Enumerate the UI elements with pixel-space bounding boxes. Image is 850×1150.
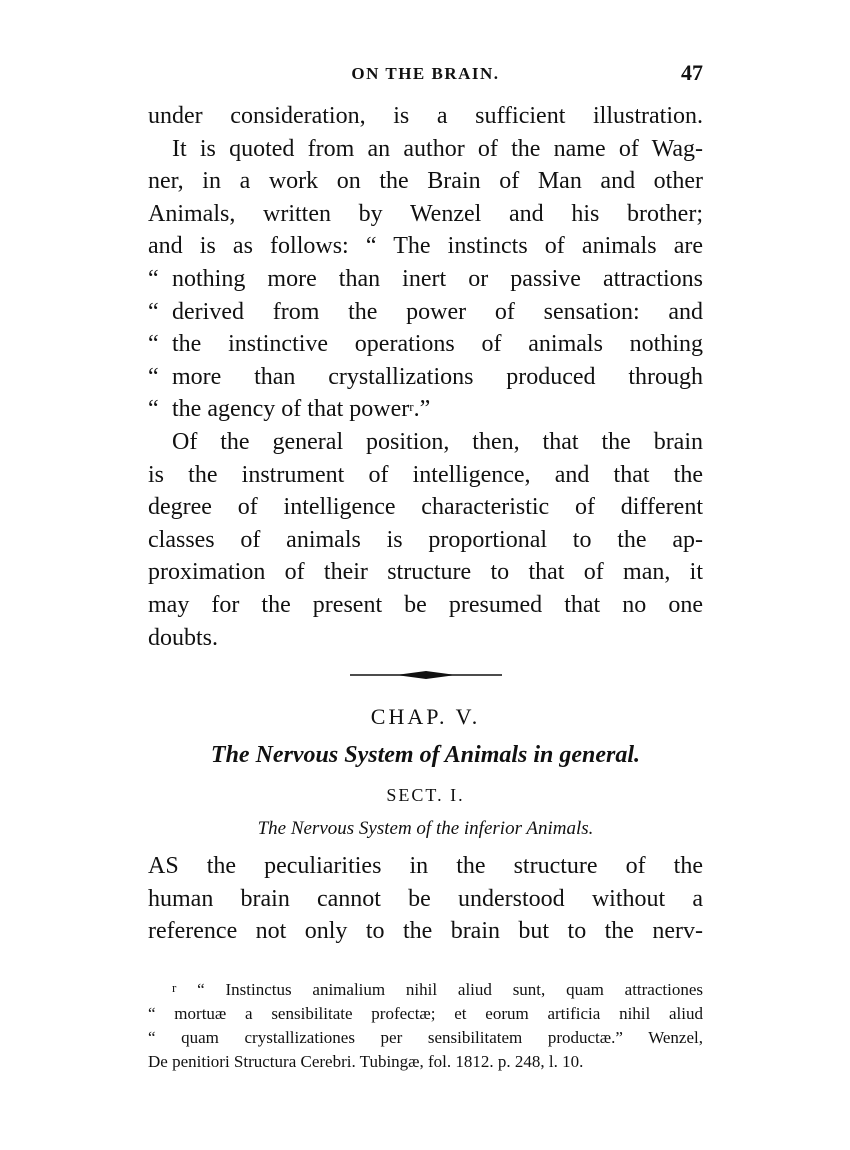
quote-mark: “ bbox=[148, 396, 159, 423]
quote-final-line bbox=[148, 393, 703, 426]
text-line: human brain cannot be understood without a bbox=[148, 885, 703, 912]
quote-text: more than crystallizations produced through bbox=[172, 363, 703, 390]
footnote-marker: r bbox=[172, 979, 177, 995]
running-title: ON THE BRAIN. bbox=[351, 64, 500, 83]
text-line: degree of intelligence characteristic of different bbox=[148, 494, 703, 521]
section-subtitle: The Nervous System of the inferior Animals. bbox=[257, 818, 594, 840]
quote-line bbox=[148, 296, 703, 329]
text-line: and is as follows: “ The instincts of animals are bbox=[148, 233, 703, 260]
footnote-reference: r bbox=[409, 399, 414, 415]
text-line: ner, in a work on the Brain of Man and other bbox=[148, 168, 703, 195]
text-line: may for the present be presumed that no one bbox=[148, 591, 703, 618]
section-title: SECT. I. bbox=[386, 785, 465, 806]
quote-mark: “ bbox=[148, 331, 159, 358]
text-line: reference not only to the brain but to the nerv- bbox=[148, 918, 703, 945]
text-line: Of the general position, then, that the brain bbox=[172, 428, 703, 455]
paragraph-peculiarities bbox=[148, 850, 703, 948]
quote-text: the agency of that power bbox=[172, 396, 410, 423]
quote-text: the instinctive operations of animals nothing bbox=[172, 331, 703, 358]
text-line: classes of animals is proportional to the ap- bbox=[148, 526, 703, 553]
quote-mark: “ bbox=[148, 265, 159, 292]
text-line: It is quoted from an author of the name of Wag- bbox=[172, 135, 703, 162]
quote-mark: “ bbox=[148, 298, 159, 325]
footnote-line bbox=[148, 978, 703, 1002]
text-line: is the instrument of intelligence, and that the bbox=[148, 461, 703, 488]
footnote-line: De penitiori Structura Cerebri. Tubingæ, fol. 1812. p. 248, l. 10. bbox=[148, 1051, 584, 1071]
quote-line bbox=[148, 361, 703, 394]
quote-mark: “ bbox=[148, 363, 159, 390]
footnote-gap bbox=[148, 948, 703, 978]
quote-line bbox=[148, 263, 703, 296]
text-line: AS the peculiarities in the structure of the bbox=[148, 853, 703, 880]
text-line: Animals, written by Wenzel and his brother; bbox=[148, 200, 703, 227]
quote-text: derived from the power of sensation: and bbox=[172, 298, 703, 325]
book-page bbox=[148, 60, 703, 1074]
paragraph-general-position bbox=[148, 426, 703, 654]
quote-close: .” bbox=[413, 396, 431, 423]
footnote-line: “ mortuæ a sensibilitate profectæ; et eorum artificia nihil aliud bbox=[148, 1003, 703, 1023]
chapter-title: CHAP. V. bbox=[370, 704, 481, 730]
quote-text: nothing more than inert or passive attractions bbox=[172, 265, 703, 292]
footnote-text: “ Instinctus animalium nihil aliud sunt, quam attractiones bbox=[197, 979, 704, 999]
text-line: under consideration, is a sufficient illustration. bbox=[148, 103, 703, 129]
page-number: 47 bbox=[681, 60, 703, 85]
footnote-line: “ quam crystallizationes per sensibilitatem productæ.” Wenzel, bbox=[148, 1027, 703, 1047]
quote-line bbox=[148, 328, 703, 361]
text-line: proximation of their structure to that of man, it bbox=[148, 559, 703, 586]
paragraph-wagner-quote bbox=[148, 100, 703, 426]
chapter-subtitle: The Nervous System of Animals in general. bbox=[210, 742, 641, 769]
running-head bbox=[148, 60, 703, 100]
section-divider-ornament bbox=[346, 668, 506, 682]
text-line: doubts. bbox=[148, 624, 219, 651]
footnote bbox=[148, 978, 703, 1074]
